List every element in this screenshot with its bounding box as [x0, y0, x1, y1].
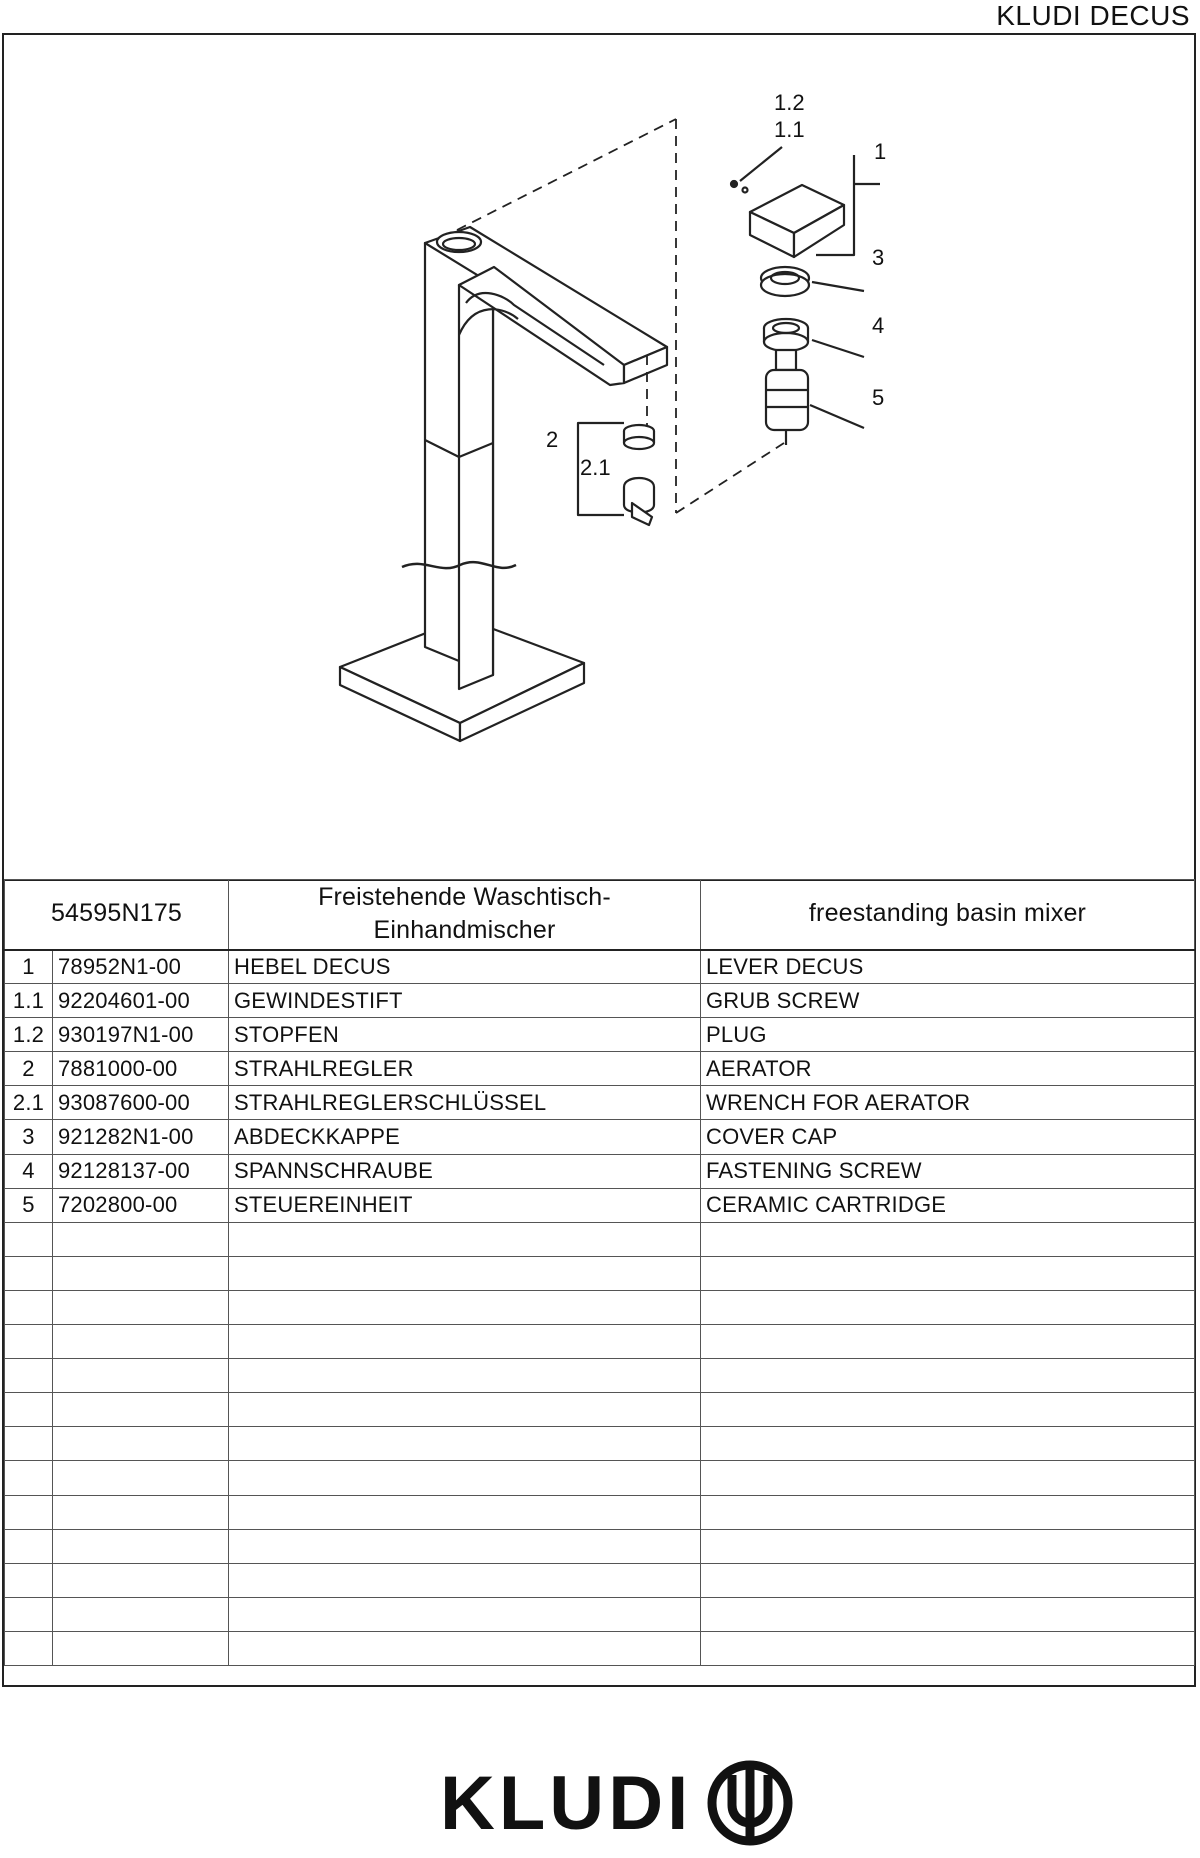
article-number: 54595N175: [5, 880, 229, 950]
empty-cell: [53, 1427, 229, 1461]
position-cell: 3: [5, 1120, 53, 1154]
empty-table-row: [5, 1529, 1195, 1563]
empty-cell: [229, 1427, 701, 1461]
callout-1-2: 1.2: [774, 90, 805, 115]
table-row: [5, 1120, 1195, 1154]
empty-cell: [5, 1529, 53, 1563]
description-en-cell: FASTENING SCREW: [701, 1154, 1195, 1188]
empty-table-row: [5, 1256, 1195, 1290]
empty-cell: [229, 1290, 701, 1324]
description-de-cell: GEWINDESTIFT: [229, 984, 701, 1018]
kludi-emblem-icon: [702, 1755, 798, 1851]
empty-cell: [701, 1461, 1195, 1495]
empty-cell: [5, 1563, 53, 1597]
empty-cell: [5, 1495, 53, 1529]
position-cell: 1: [5, 950, 53, 984]
empty-cell: [53, 1563, 229, 1597]
empty-table-row: [5, 1222, 1195, 1256]
empty-cell: [701, 1325, 1195, 1359]
empty-cell: [229, 1529, 701, 1563]
empty-cell: [701, 1427, 1195, 1461]
description-en-cell: CERAMIC CARTRIDGE: [701, 1188, 1195, 1222]
position-cell: 1.1: [5, 984, 53, 1018]
empty-table-row: [5, 1359, 1195, 1393]
table-row: [5, 1018, 1195, 1052]
empty-cell: [229, 1597, 701, 1631]
title-german: Freistehende Waschtisch-Einhandmischer: [229, 880, 701, 950]
empty-cell: [701, 1393, 1195, 1427]
empty-cell: [229, 1222, 701, 1256]
logo-wordmark: KLUDI: [440, 1760, 693, 1846]
position-cell: 4: [5, 1154, 53, 1188]
description-de-cell: STOPFEN: [229, 1018, 701, 1052]
callout-3: 3: [872, 245, 885, 270]
empty-cell: [701, 1222, 1195, 1256]
description-en-cell: AERATOR: [701, 1052, 1195, 1086]
description-en-cell: GRUB SCREW: [701, 984, 1195, 1018]
empty-cell: [229, 1631, 701, 1665]
empty-cell: [53, 1529, 229, 1563]
part-number-cell: 78952N1-00: [53, 950, 229, 984]
empty-cell: [5, 1359, 53, 1393]
empty-cell: [53, 1325, 229, 1359]
empty-table-row: [5, 1290, 1195, 1324]
table-row: [5, 1052, 1195, 1086]
kludi-logo: [440, 1758, 798, 1848]
empty-cell: [701, 1359, 1195, 1393]
empty-cell: [5, 1393, 53, 1427]
empty-table-row: [5, 1461, 1195, 1495]
position-cell: 2.1: [5, 1086, 53, 1120]
series-title: KLUDI DECUS: [996, 0, 1190, 31]
empty-cell: [5, 1597, 53, 1631]
empty-cell: [229, 1359, 701, 1393]
empty-cell: [229, 1563, 701, 1597]
description-de-cell: STRAHLREGLERSCHLÜSSEL: [229, 1086, 701, 1120]
spare-parts-table: [4, 879, 1195, 1666]
empty-cell: [229, 1256, 701, 1290]
table-row: [5, 984, 1195, 1018]
position-cell: 5: [5, 1188, 53, 1222]
empty-cell: [701, 1563, 1195, 1597]
callout-2: 2: [546, 427, 559, 452]
description-en-cell: COVER CAP: [701, 1120, 1195, 1154]
empty-cell: [229, 1461, 701, 1495]
empty-cell: [53, 1597, 229, 1631]
empty-cell: [701, 1597, 1195, 1631]
empty-cell: [53, 1631, 229, 1665]
empty-cell: [229, 1495, 701, 1529]
empty-cell: [229, 1325, 701, 1359]
empty-cell: [5, 1222, 53, 1256]
empty-cell: [53, 1222, 229, 1256]
title-english: freestanding basin mixer: [701, 880, 1195, 950]
empty-table-row: [5, 1427, 1195, 1461]
description-en-cell: WRENCH FOR AERATOR: [701, 1086, 1195, 1120]
empty-cell: [5, 1325, 53, 1359]
part-number-cell: 92128137-00: [53, 1154, 229, 1188]
empty-cell: [53, 1256, 229, 1290]
part-number-cell: 921282N1-00: [53, 1120, 229, 1154]
position-cell: 2: [5, 1052, 53, 1086]
table-header-row: [5, 880, 1195, 950]
description-en-cell: LEVER DECUS: [701, 950, 1195, 984]
empty-cell: [53, 1495, 229, 1529]
part-number-cell: 930197N1-00: [53, 1018, 229, 1052]
empty-cell: [701, 1290, 1195, 1324]
empty-cell: [229, 1393, 701, 1427]
table-row: [5, 950, 1195, 984]
part-number-cell: 93087600-00: [53, 1086, 229, 1120]
description-de-cell: STEUEREINHEIT: [229, 1188, 701, 1222]
callout-2-1: 2.1: [580, 455, 611, 480]
callout-1-1: 1.1: [774, 117, 805, 142]
empty-table-row: [5, 1631, 1195, 1665]
empty-cell: [701, 1256, 1195, 1290]
empty-table-row: [5, 1325, 1195, 1359]
description-de-cell: STRAHLREGLER: [229, 1052, 701, 1086]
callout-5: 5: [872, 385, 885, 410]
empty-table-row: [5, 1563, 1195, 1597]
callout-4: 4: [872, 313, 885, 338]
callout-1: 1: [874, 139, 887, 164]
empty-cell: [53, 1290, 229, 1324]
empty-table-row: [5, 1495, 1195, 1529]
spare-parts-sheet: [2, 33, 1196, 1687]
part-number-cell: 7881000-00: [53, 1052, 229, 1086]
empty-cell: [53, 1359, 229, 1393]
description-de-cell: HEBEL DECUS: [229, 950, 701, 984]
part-number-cell: 7202800-00: [53, 1188, 229, 1222]
empty-cell: [701, 1529, 1195, 1563]
empty-cell: [701, 1495, 1195, 1529]
table-row: [5, 1188, 1195, 1222]
empty-cell: [53, 1461, 229, 1495]
empty-table-row: [5, 1393, 1195, 1427]
position-cell: 1.2: [5, 1018, 53, 1052]
empty-cell: [53, 1393, 229, 1427]
description-de-cell: SPANNSCHRAUBE: [229, 1154, 701, 1188]
empty-cell: [5, 1256, 53, 1290]
table-row: [5, 1154, 1195, 1188]
empty-cell: [5, 1461, 53, 1495]
part-number-cell: 92204601-00: [53, 984, 229, 1018]
description-en-cell: PLUG: [701, 1018, 1195, 1052]
description-de-cell: ABDECKKAPPE: [229, 1120, 701, 1154]
empty-cell: [5, 1290, 53, 1324]
empty-cell: [701, 1631, 1195, 1665]
empty-table-row: [5, 1597, 1195, 1631]
empty-cell: [5, 1631, 53, 1665]
empty-cell: [5, 1427, 53, 1461]
table-row: [5, 1086, 1195, 1120]
exploded-drawing: [4, 35, 1194, 881]
